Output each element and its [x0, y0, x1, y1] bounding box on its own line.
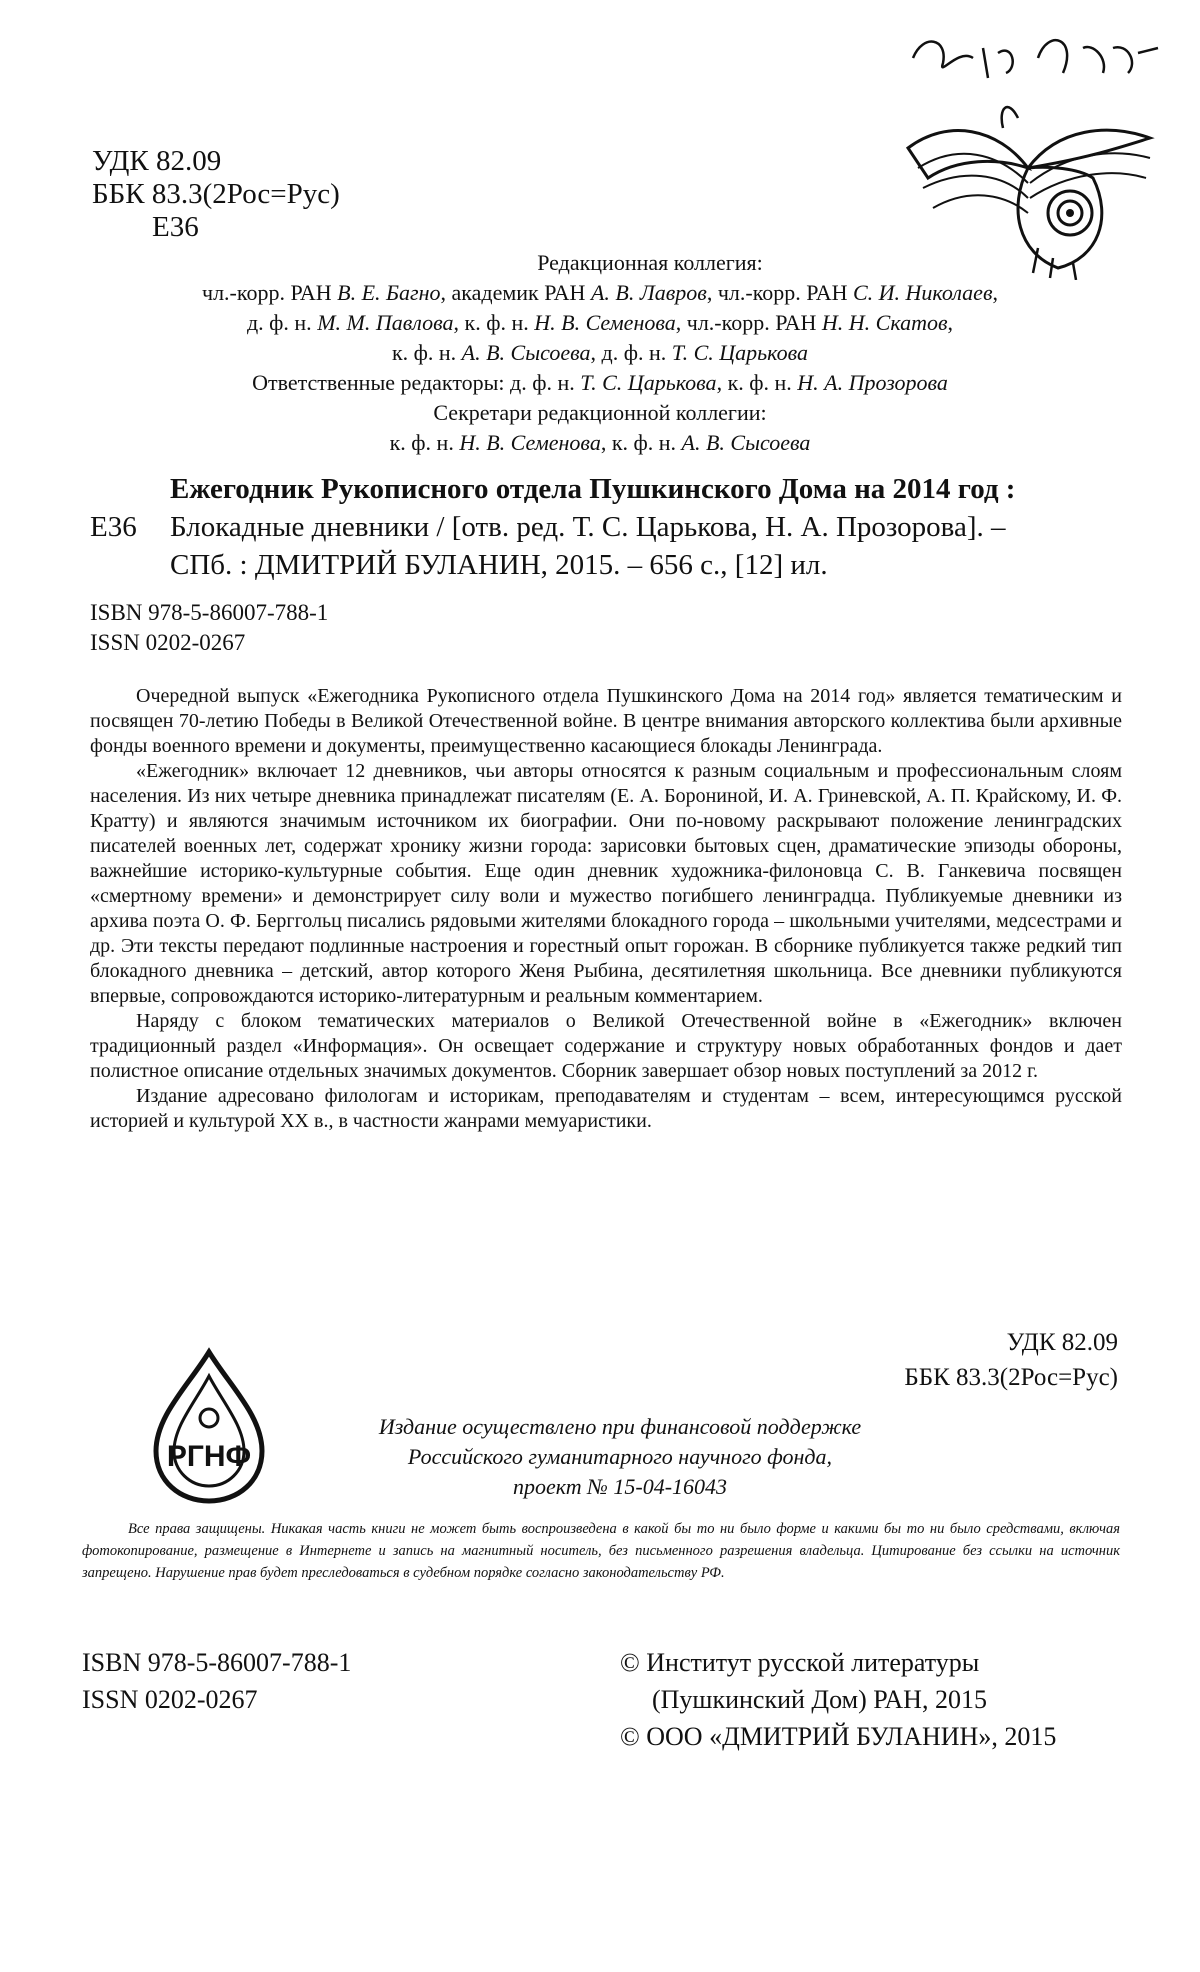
text-fragment: к. ф. н.	[389, 430, 460, 455]
udk-code: УДК 82.09	[1006, 1329, 1118, 1356]
author-mark: Е36	[152, 211, 199, 243]
title-text	[170, 470, 1015, 584]
classification-codes-right	[904, 1325, 1118, 1395]
text-fragment: , д. ф. н.	[590, 340, 672, 365]
funding-line-3: проект № 15-04-16043	[512, 1474, 728, 1499]
abstract-paragraph-3: Наряду с блоком тематических материалов о Великой Отечественной войне в «Ежегодник» включен традиционный раздел «Информация». Он освещает содержание и структуру новых обработанных фондов и дает полистное описание отдельных значимых документов. Сборник завершает обзор новых поступлений за 2012 г.	[90, 1010, 1122, 1082]
udk-code: УДК 82.09	[92, 145, 222, 177]
secretaries-heading: Секретари редакционной коллегии:	[433, 400, 767, 425]
issn: ISSN 0202-0267	[90, 630, 246, 655]
editor-name: Н. В. Семенова	[534, 310, 676, 335]
title-author-mark: Е36	[90, 511, 137, 543]
editorial-line-2: д. ф. н. М. М. Павлова, к. ф. н. Н. В. Семенова, чл.-корр. РАН Н. Н. Скатов,	[246, 310, 954, 335]
editorial-board	[60, 248, 1140, 458]
classification-codes	[92, 145, 340, 244]
isbn: ISBN 978-5-86007-788-1	[90, 600, 329, 625]
editor-name: А. В. Сысоева	[461, 340, 591, 365]
abstract-paragraph-1: Очередной выпуск «Ежегодника Рукописного отдела Пушкинского Дома на 2014 год» является тематическим и посвящен 70-летию Победы в Великой Отечественной войне. В центре внимания авторского коллектива были архивные фонды военного времени и документы, преимущественно касающиеся блокады Ленинграда.	[90, 685, 1122, 757]
title-line-1: Ежегодник Рукописного отдела Пушкинского Дома на 2014 год :	[170, 473, 1016, 505]
abstract-paragraph-2: «Ежегодник» включает 12 дневников, чьи авторы относятся к разным социальным и профессиональным слоям населения. Из них четыре дневника принадлежат писателям (Е. А. Борониной, И. А. Гриневской, А. П. Крайскому, И. Ф. Кратту) и являются значимым источником их биографии. Они по-новому раскрывают положение ленинградских писателей военных лет, содержат хронику жизни города: зарисовки бытовых сцен, драматические эпизоды обороны, важнейшие историко-культурные события. Еще один дневник художника-филоновца С. В. Ганкевича посвящен «смертному времени» и демонстрирует силу воли и мужество погибшего ленинградца. Публикуемые дневники из архива поэта О. Ф. Берггольц писались рядовыми жителями блокадного города – школьными учителями, медсестрами и др. Эти тексты передают подлинные настроения и горестный опыт горожан. В сборнике публикуется также редкий тип блокадного дневника – детский, автор которого Женя Рыбина, десятилетняя школьница. Все дневники публикуются впервые, сопровождаются историко-литературным и реальным комментарием.	[90, 760, 1122, 1007]
editorial-line-1: чл.-корр. РАН В. Е. Багно, академик РАН А. В. Лавров, чл.-корр. РАН С. И. Николаев,	[202, 280, 998, 305]
rights-text: Все права защищены. Никакая часть книги не может быть воспроизведена в какой бы то ни было форме и какими бы то ни было средствами, включая фотокопирование, размещение в Интернете и запись на магнитный носитель, без письменного разрешения владельца. Цитирование без ссылки на источник запрещено. Нарушение прав будет преследоваться в судебном порядке согласно законодательству РФ.	[82, 1521, 1120, 1581]
abstract-paragraph-4: Издание адресовано филологам и историкам, преподавателям и студентам – всем, интересующимся русской историей и культурой XX в., в частности жанрами мемуаристики.	[90, 1085, 1122, 1132]
text-fragment: к. ф. н.	[391, 340, 462, 365]
copyright-line-1: © Институт русской литературы	[620, 1648, 980, 1677]
title-line-2: Блокадные дневники / [отв. ред. Т. С. Царькова, Н. А. Прозорова]. –	[170, 511, 1006, 543]
bbk-code: ББК 83.3(2Рос=Рус)	[92, 178, 340, 210]
isbn: ISBN 978-5-86007-788-1	[82, 1648, 352, 1677]
editor-name: Т. С. Царькова	[671, 340, 809, 365]
editor-name: В. Е. Багно	[337, 280, 441, 305]
editor-name: Н. В. Семенова	[459, 430, 601, 455]
text-fragment: , академик РАН	[440, 280, 591, 305]
editor-name: С. И. Николаев	[852, 280, 993, 305]
logo-letters: РГНФ	[166, 1440, 252, 1473]
responsible-editors	[60, 368, 1140, 398]
text-fragment: , к. ф. н.	[600, 430, 682, 455]
editor-name: Н. А. Прозорова	[797, 370, 948, 395]
editor-name: М. М. Павлова	[317, 310, 454, 335]
text-fragment: , чл.-корр. РАН	[706, 280, 853, 305]
isbn-block-bottom	[82, 1644, 351, 1718]
title-line-3: СПб. : ДМИТРИЙ БУЛАНИН, 2015. – 656 с., [12] ил.	[170, 549, 828, 581]
editorial-heading: Редакционная коллегия:	[537, 250, 763, 275]
rgnf-fund-logo	[148, 1346, 270, 1506]
text-fragment: , к. ф. н.	[453, 310, 535, 335]
publisher-owl-book-logo	[888, 18, 1170, 280]
funding-line-2: Российского гуманитарного научного фонда,	[407, 1444, 833, 1469]
copyright-block	[620, 1644, 1056, 1755]
text-fragment: Ответственные редакторы: д. ф. н.	[252, 370, 581, 395]
secretaries-line	[60, 428, 1140, 458]
text-fragment: д. ф. н.	[246, 310, 318, 335]
abstract	[90, 684, 1122, 1134]
editor-name: Н. Н. Скатов	[821, 310, 948, 335]
copyright-line-2: (Пушкинский Дом) РАН, 2015	[652, 1685, 987, 1714]
editor-name: А. В. Сысоева	[681, 430, 811, 455]
text-fragment: , к. ф. н.	[716, 370, 798, 395]
bbk-code: ББК 83.3(2Рос=Рус)	[904, 1364, 1118, 1391]
isbn-block-top	[90, 598, 328, 658]
issn: ISSN 0202-0267	[82, 1685, 258, 1714]
funding-line-1: Издание осуществлено при финансовой поддержке	[378, 1414, 862, 1439]
rights-notice	[82, 1518, 1120, 1584]
editorial-line-3	[60, 338, 1140, 368]
text-fragment: , чл.-корр. РАН	[675, 310, 822, 335]
editor-name: А. В. Лавров	[590, 280, 707, 305]
funding-note	[300, 1412, 940, 1502]
text-fragment: чл.-корр. РАН	[202, 280, 338, 305]
editor-name: Т. С. Царькова	[580, 370, 717, 395]
copyright-line-3: © ООО «ДМИТРИЙ БУЛАНИН», 2015	[620, 1722, 1057, 1751]
